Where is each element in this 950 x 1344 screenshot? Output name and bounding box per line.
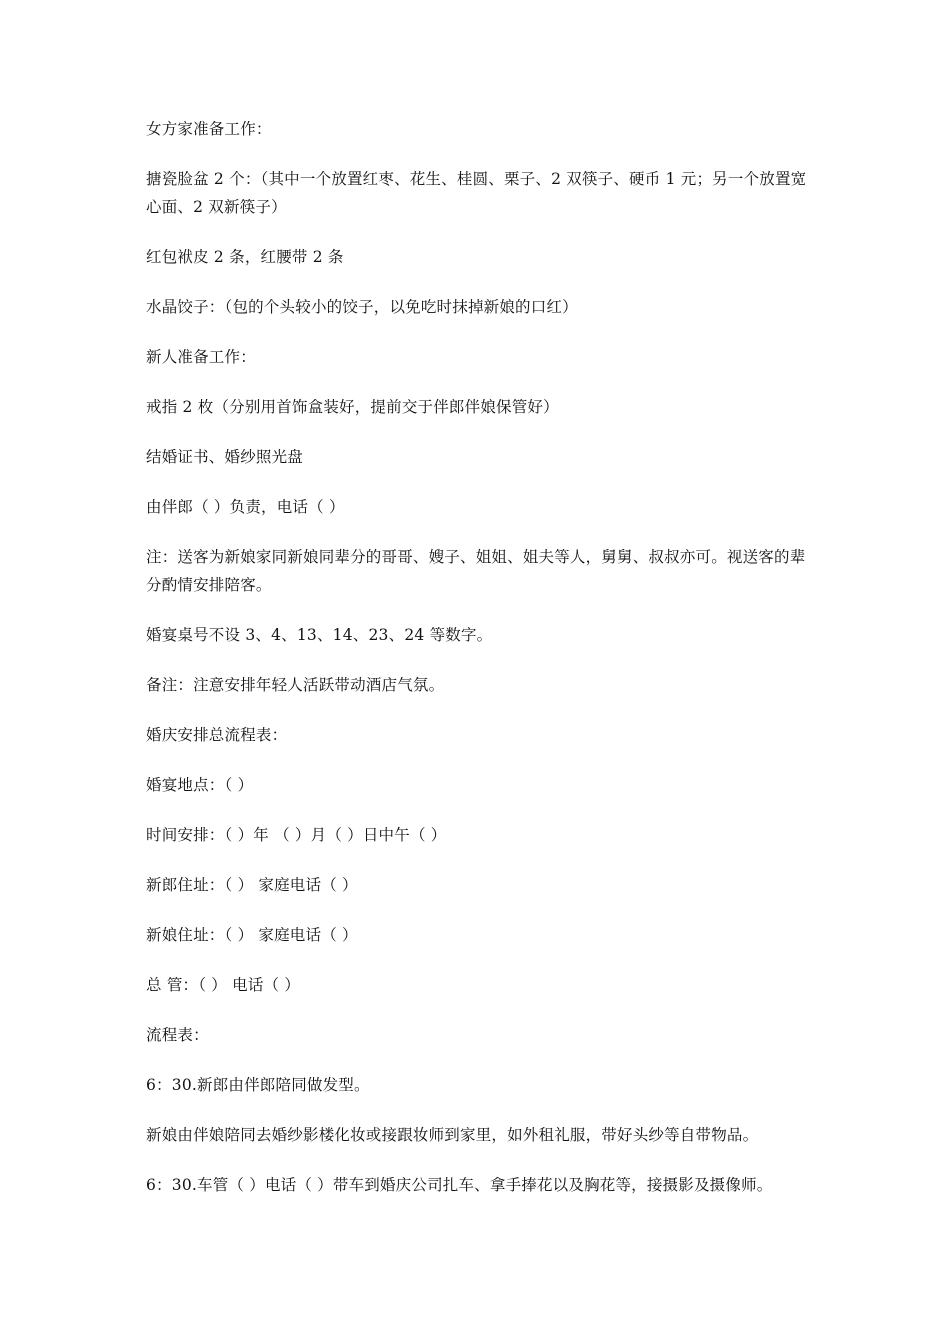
field-general-manager: 总 管：（ ） 电话（ ）: [146, 976, 301, 994]
heading-bride-family-prep: 女方家准备工作：: [146, 120, 272, 138]
item-enamel-basins: 搪瓷脸盆 2 个：（其中一个放置红枣、花生、桂圆、栗子、2 双筷子、硬币 1 元；另一个放置宽心面、2 双新筷子）: [146, 170, 807, 216]
flow-item-car-manager: 6：30.车管（ ）电话（ ）带车到婚庆公司扎车、拿手捧花以及胸花等，接摄影及摄像师。: [146, 1176, 773, 1194]
note-atmosphere: 备注：注意安排年轻人活跃带动酒店气氛。: [146, 676, 445, 694]
document-body: [146, 115, 814, 1221]
item-rings: 戒指 2 枚（分别用首饰盒装好，提前交于伴郎伴娘保管好）: [146, 398, 559, 416]
field-banquet-location: 婚宴地点：（ ）: [146, 776, 254, 794]
item-red-cloths-belts: 红包袱皮 2 条，红腰带 2 条: [146, 248, 344, 266]
note-send-off-guests: 注：送客为新娘家同新娘同辈分的哥哥、嫂子、姐姐、姐夫等人，舅舅、叔叔亦可。视送客的辈分酌情安排陪客。: [146, 548, 806, 594]
item-certificate-photos: 结婚证书、婚纱照光盘: [146, 448, 304, 466]
note-table-numbers: 婚宴桌号不设 3、4、13、14、23、24 等数字。: [146, 626, 493, 644]
heading-flow-chart: 流程表：: [146, 1026, 209, 1044]
item-best-man-contact: 由伴郎（ ）负责，电话（ ）: [146, 498, 345, 516]
flow-item-groom-hair: 6：30.新郎由伴郎陪同做发型。: [146, 1076, 370, 1094]
field-groom-address: 新郎住址：（ ） 家庭电话（ ）: [146, 876, 358, 894]
heading-couple-prep: 新人准备工作：: [146, 348, 256, 366]
flow-item-bride-makeup: 新娘由伴娘陪同去婚纱影楼化妆或接跟妆师到家里，如外租礼服，带好头纱等自带物品。: [146, 1126, 759, 1144]
field-bride-address: 新娘住址：（ ） 家庭电话（ ）: [146, 926, 358, 944]
heading-schedule-overview: 婚庆安排总流程表：: [146, 726, 288, 744]
field-time-arrangement: 时间安排：（ ）年 （ ）月（ ）日中午（ ）: [146, 826, 447, 844]
item-crystal-dumplings: 水晶饺子：（包的个头较小的饺子，以免吃时抹掉新娘的口红）: [146, 298, 578, 316]
